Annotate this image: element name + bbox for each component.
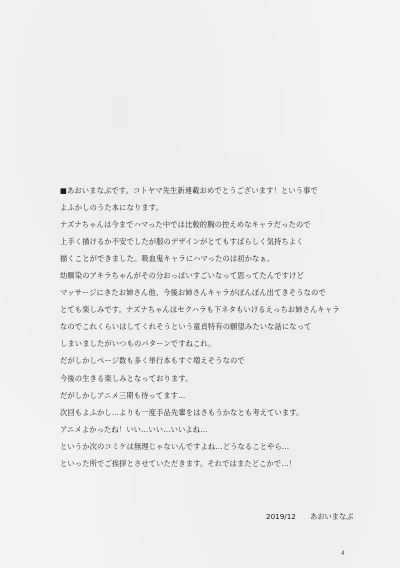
- afterword-line: ■あおいまなぶです。コトヤマ先生新連載おめでとうございます！という事で: [60, 186, 318, 195]
- afterword-line: なのでこれくらいはしてくれそうという童貞特有の願望みたいな話になって: [60, 322, 312, 332]
- afterword-line: だがしかしページ数も多く単行本もすぐ増えそうなので: [60, 356, 245, 366]
- afterword-line: ナズナちゃんは今までハマった中では比較的胸の控えめなキャラだったので: [60, 220, 311, 230]
- afterword-line: マッサージにきたお姉さん他、今後お姉さんキャラがぽんぽん出てきそうなので: [60, 288, 326, 298]
- afterword-line: 今後の生きる楽しみとなっております。: [60, 373, 193, 383]
- afterword-body: [60, 182, 380, 472]
- afterword-line: 次回もよふかし…よりも一度手品先輩をはさもうかなとも考えています。: [60, 407, 304, 417]
- afterword-line: というか次のコミケは無理じゃないんですよね…どうなることやら…: [60, 441, 290, 451]
- afterword-line: 幼馴染のアキラちゃんがその分おっぱいすごいなって思ってたんですけど: [60, 271, 304, 281]
- signature: [266, 512, 353, 522]
- afterword-line: しまいましたがいつものパターンですねこれ。: [60, 339, 216, 349]
- afterword-line: だがしかしアニメ三期も待ってます…: [60, 390, 186, 400]
- page-number: 4: [341, 550, 345, 557]
- signature-author: あおいまなぶ: [310, 512, 354, 521]
- afterword-line: 上手く描けるか不安でしたが服のデザインがとてもすばらしく気持ちよく: [60, 237, 304, 247]
- afterword-line: 描くことができました。吸血鬼キャラにハマったのは初かなぁ。: [60, 254, 275, 264]
- afterword-line: アニメよかったね！いい…いい…いいよね…: [60, 424, 208, 434]
- afterword-line: といった所でご挨拶とさせていただきます。それではまたどこかで…！: [60, 458, 297, 468]
- afterword-line: とても楽しみです。ナズナちゃんはセクハラも下ネタもいけるえっちお姉さんキャラ: [60, 305, 340, 315]
- signature-date: 2019/12: [266, 512, 296, 521]
- afterword-line: よふかしのうた本になります。: [60, 203, 163, 213]
